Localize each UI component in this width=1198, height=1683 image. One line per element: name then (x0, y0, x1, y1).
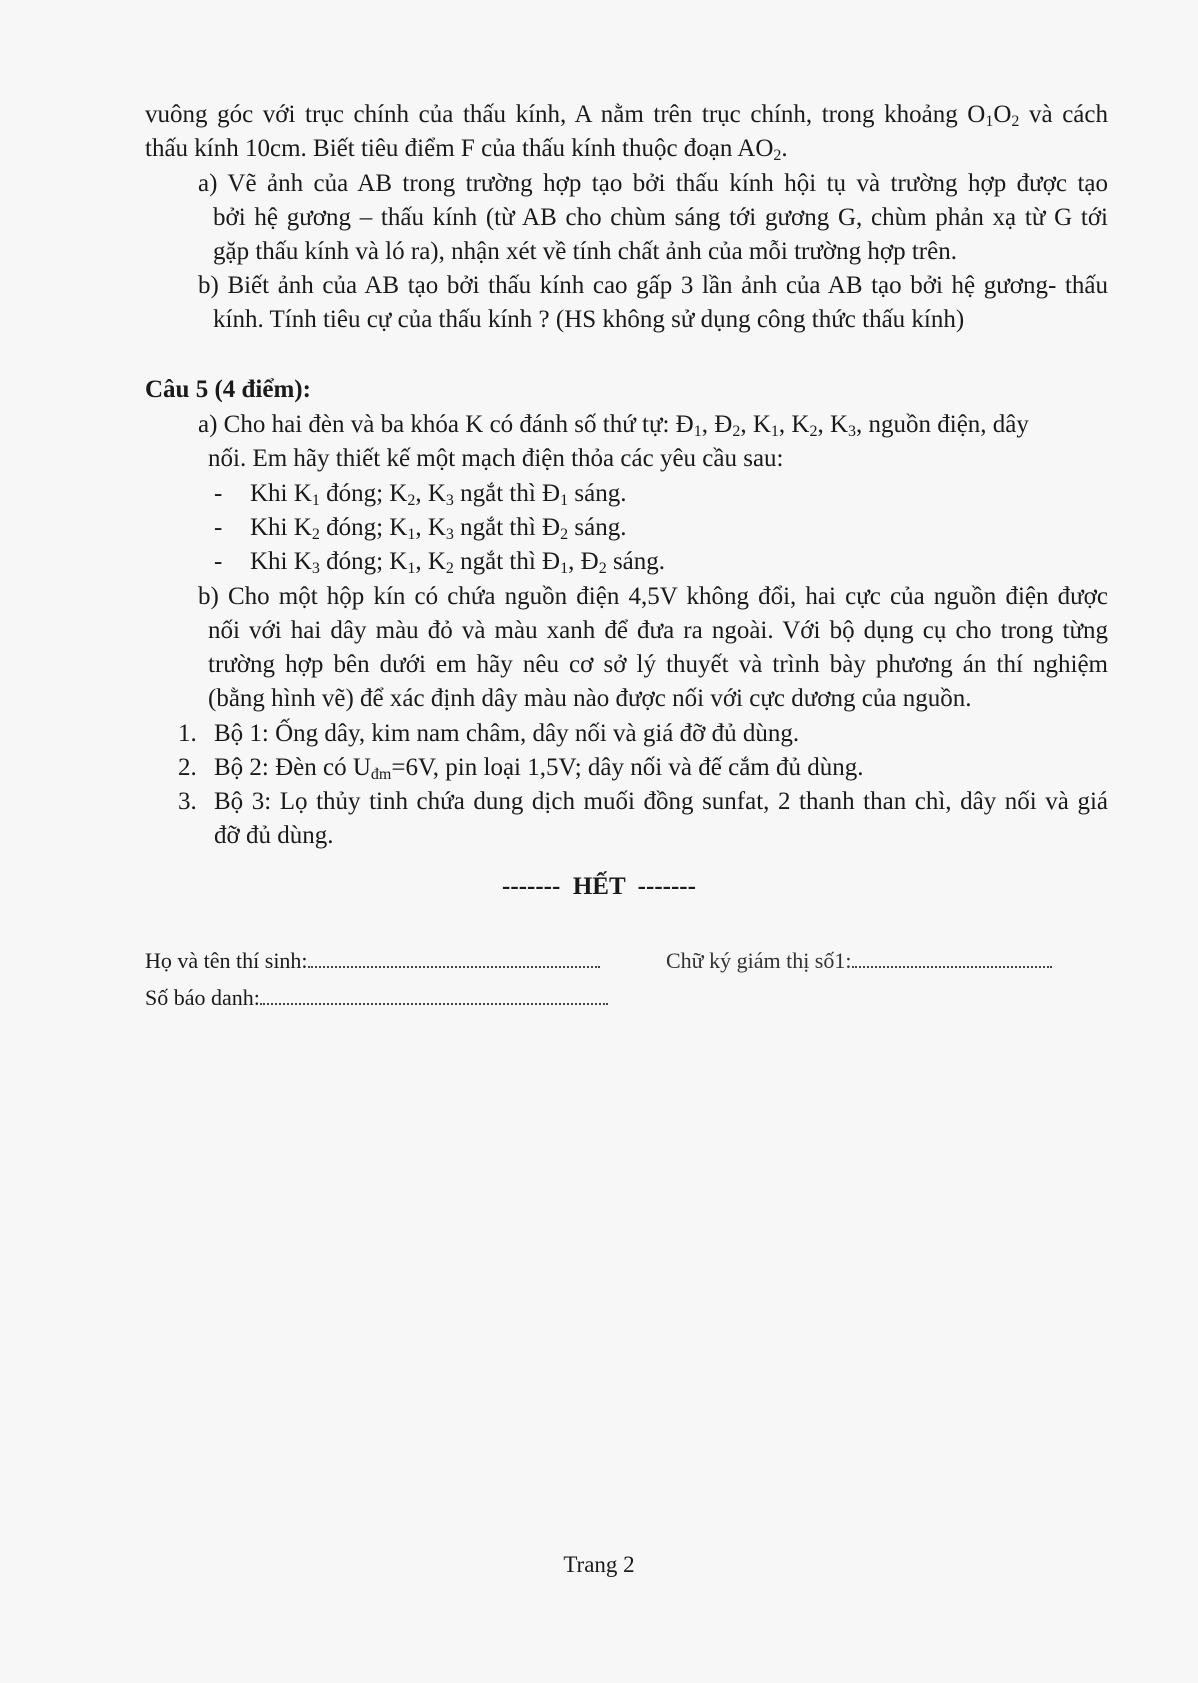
candidate-name-field: Họ và tên thí sinh: (145, 948, 600, 974)
list-item-3: 3. Bộ 3: Lọ thủy tinh chứa dung dịch muối đồng sunfat, 2 thanh than chì, dây nối và giá (178, 788, 1108, 815)
signature-dotted-line (852, 948, 1052, 968)
q5b-line-1: b) Cho một hộp kín có chứa nguồn điện 4,5V không đổi, hai cực của nguồn điện được (198, 583, 1108, 610)
q4a-line-1: a) Vẽ ảnh của AB trong trường hợp tạo bởi thấu kính hội tụ và trường hợp được tạo (198, 170, 1108, 197)
candidate-id-field: Số báo danh: (145, 985, 608, 1011)
q5a-bullet-3: - Khi $K_3$ đóng; $K_1$, $K_2$ ngắt thì $Đ_1$, $Đ_2$ sáng. (214, 548, 666, 577)
q5-title: Câu 5 (4 điểm): (145, 376, 311, 403)
list-item-1: 1. Bộ 1: Ống dây, kim nam châm, dây nối và giá đỡ đủ dùng. (178, 720, 800, 747)
end-mark: ------- HẾT ------- (502, 873, 696, 900)
q4b-line-2: kính. Tính tiêu cự của thấu kính ? (HS không sử dụng công thức thấu kính) (213, 306, 965, 333)
list-item-2: 2. Bộ 2: Đèn có $U_{đm}=6V$, pin loại 1,5V; dây nối và đế cắm đủ dùng. (178, 754, 864, 783)
intro-line-2: thấu kính 10cm. Biết tiêu điểm F của thấu kính thuộc đoạn $AO_2$. (145, 135, 788, 164)
page-number: Trang 2 (563, 1552, 635, 1577)
q5a-line-2: nối. Em hãy thiết kế một mạch điện thỏa các yêu cầu sau: (208, 445, 784, 472)
q5b-line-2: nối với hai dây màu đỏ và màu xanh để đưa ra ngoài. Với bộ dụng cụ cho trong từng (208, 617, 1108, 644)
q5a-bullet-2: - Khi $K_2$ đóng; $K_1$, $K_3$ ngắt thì $Đ_2$ sáng. (214, 514, 627, 543)
q5b-line-3: trường hợp bên dưới em hãy nêu cơ sở lý thuyết và trình bày phương án thí nghiệm (208, 651, 1108, 678)
id-dotted-line (260, 985, 608, 1005)
intro-line-1: vuông góc với trục chính của thấu kính, A nằm trên trục chính, trong khoảng $O_1O_2$ và cách (145, 101, 1109, 130)
q5a-line-1: a) Cho hai đèn và ba khóa K có đánh số thứ tự: $Đ_1$, $Đ_2$, $K_1$, $K_2$, $K_3$, nguồn điện, dây (198, 411, 1029, 440)
q5a-bullet-1: - Khi $K_1$ đóng; $K_2$, $K_3$ ngắt thì $Đ_1$ sáng. (214, 480, 627, 509)
list-item-3-cont: đỡ đủ dùng. (214, 822, 334, 849)
q4b-line-1: b) Biết ảnh của AB tạo bởi thấu kính cao gấp 3 lần ảnh của AB tạo bởi hệ gương- thấu (198, 272, 1108, 299)
supervisor-signature-field: Chữ ký giám thị số1: (666, 948, 1052, 974)
q5b-line-4: (bằng hình vẽ) để xác định dây màu nào được nối với cực dương của nguồn. (208, 685, 972, 712)
q4a-line-2: bởi hệ gương – thấu kính (từ AB cho chùm sáng tới gương G, chùm phản xạ từ G tới (213, 204, 1108, 231)
q4a-line-3: gặp thấu kính và ló ra), nhận xét về tính chất ảnh của mỗi trường hợp trên. (213, 238, 957, 265)
name-dotted-line (308, 948, 600, 968)
